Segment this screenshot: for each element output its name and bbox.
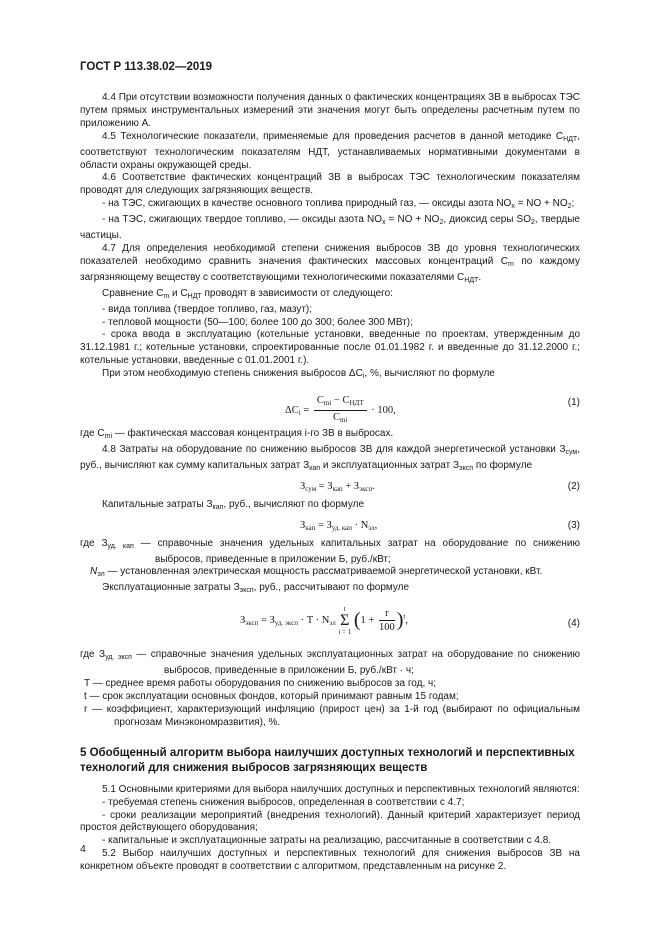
f1-lhs: ΔC <box>285 404 299 416</box>
r-def: r — коэффициент, характеризующий инфляцию (прирост цен) за 1-й год (выбирают по официальным прогнозам Минэкономразвития), %. <box>84 703 580 728</box>
f4-exp: t <box>403 612 406 621</box>
paragraph-4-6: 4.6 Соответствие фактических концентраций ЗВ в выбросах ТЭС технологическим показателям проводят для следующих загрязняющих веществ. <box>80 172 580 197</box>
f2-plus: + З <box>342 480 360 492</box>
gas-text: - на ТЭС, сжигающих в качестве основного топлива природный газ, — оксиды азота NO <box>102 198 512 210</box>
p47-b: по каждому загрязняющему веществу с соответствующими технологическими показателями C <box>80 255 580 283</box>
solid-item <box>80 214 580 243</box>
eq-number-4: (4) <box>567 618 580 630</box>
formula-4 <box>80 601 580 649</box>
cap-pre: Капитальные затраты З <box>102 498 213 510</box>
f4-fraction <box>379 607 395 634</box>
f3-sub-udkap: уд. кап <box>331 523 352 532</box>
f4-sub-el: эл <box>329 619 336 628</box>
so-text: , диоксид серы SO <box>443 214 531 226</box>
no-tail-2: = NO + NO <box>385 214 440 226</box>
p45-pre: 4.5 Технологические показатели, применяемые для проведения расчетов в данной методике C <box>102 130 564 142</box>
fuel-item: - вида топлива (твердое топливо, газ, мазут); <box>102 303 313 315</box>
paragraph-5-2: 5.2 Выбор наилучших доступных и перспективных технологий для снижения выбросов ЗВ на конкретном объекте проводят в соответствии с алгоритмом, представленным на рисунке 2. <box>80 848 580 873</box>
formula-2 <box>80 479 580 499</box>
p48-sub-kap: кап <box>309 464 321 472</box>
f1-numerator <box>314 394 367 411</box>
f4-100: 100 <box>378 622 395 634</box>
f4-sum <box>338 605 351 636</box>
paragraph-4-5: 4.5 Технологические показатели, применяемые для проведения расчетов в данной методике $C_{НДТ}$, соответствуют технологическим показателям НДТ, устанавливаемых нормативными документами в области охраны окружающей среды. <box>80 130 580 171</box>
sub-i: i <box>362 373 365 381</box>
f4-sum-bottom: i = 1 <box>338 628 352 637</box>
power-item: - тепловой мощности (50—100; более 100 до 300; более 300 МВт); <box>102 316 413 328</box>
f1-sub-ndt: НДТ <box>349 399 364 408</box>
degree-line <box>80 368 580 384</box>
f2-sub-kap: кап <box>332 484 343 493</box>
nel-sub: эл <box>97 571 105 579</box>
f4-lparen: ( <box>353 609 361 632</box>
w3-sub-udkap: уд. кап <box>107 542 134 550</box>
f1-fraction <box>314 394 367 427</box>
f2-a: З <box>300 480 306 492</box>
sub-ndt3: НДТ <box>187 292 202 300</box>
f3-sub-el: эл <box>368 523 375 532</box>
page-number: 4 <box>80 843 86 855</box>
formula-2-expr <box>300 481 375 496</box>
w4-a: где З <box>80 649 106 661</box>
p51-item-b: - сроки реализации мероприятий (внедрения технологий). Данный критерий характеризует период простоя действующего оборудования; <box>80 809 580 834</box>
T-def: T — среднее время работы оборудования по снижению выбросов за год, ч; <box>84 678 437 690</box>
where-3 <box>80 538 580 567</box>
f2-end: . <box>372 480 375 492</box>
f1-denominator <box>314 411 367 427</box>
document-body <box>80 92 580 874</box>
paragraph-4-4: 4.4 При отсутствии возможности получения данных о фактических концентрациях ЗВ в выбросах ТЭС путем прямых инструментальных измерений эти значения могут быть определены расчетным путем по приложению А. <box>80 92 580 129</box>
degree-end: , %, вычисляют по формуле <box>364 368 495 380</box>
sub-ndt: НДТ <box>563 135 578 143</box>
nel-def <box>80 566 580 582</box>
eq-number-3: (3) <box>567 519 580 531</box>
sub-2b: 2 <box>439 219 444 227</box>
sub-m2: m <box>163 292 170 300</box>
eq-number-1: (1) <box>567 397 580 409</box>
f4-r: r <box>379 607 395 621</box>
f4-sub-udeksp: уд. эксп <box>274 619 299 628</box>
paragraph-4-8 <box>80 444 580 476</box>
p48-sub-eksp: эксп <box>459 464 474 472</box>
p47-a: 4.7 Для определения необходимой степени снижения выбросов ЗВ до уровня технологических показателей необходимо сравнить значения фактических массовых концентраций C <box>80 242 580 267</box>
exp-end: , руб., рассчитывают по формуле <box>253 582 410 594</box>
paragraph-5-1: 5.1 Основными критериями для выбора наилучших доступных и перспективных технологий являются: <box>102 783 580 795</box>
w3-b: — справочные значения удельных капитальных затрат на оборудование по снижению выбросов, приведенные в приложении Б, руб./кВт; <box>133 537 580 565</box>
sub-m: m <box>508 260 514 268</box>
f2-mid: = З <box>316 480 333 492</box>
exploitation-line <box>80 582 580 598</box>
document-header: ГОСТ Р 113.38.02—2019 <box>80 61 213 73</box>
p45-text: соответствуют технологическим показателям НДТ, устанавливаемых нормативными документами в области охраны окружающей среды. <box>80 146 580 171</box>
eq-number-2: (2) <box>567 480 580 492</box>
f2-sub-eksp: эксп <box>359 484 373 493</box>
sub-2c: 2 <box>530 219 535 227</box>
gas-item: - на ТЭС, сжигающих в качестве основного топлива природный газ, — оксиды азота $NO_x$ = NO + $NO_2$; <box>102 198 575 211</box>
f4-end: , <box>405 615 408 627</box>
nel-text: — установленная электрическая мощность рассматриваемой энергетической установки, кВт. <box>104 566 543 578</box>
formula-3-expr <box>300 520 377 535</box>
f4-sub-eksp: эксп <box>245 619 259 628</box>
w4-sub-udeksp: уд. эксп <box>105 654 132 662</box>
f4-rparen: ) <box>396 609 404 632</box>
formula-1-expr <box>285 394 396 427</box>
f4-sigma: Σ <box>340 612 350 630</box>
f1-d: C <box>333 412 341 424</box>
p51-item-a: - требуемая степень снижения выбросов, определенная в соответствии с 4.7; <box>102 796 465 808</box>
f4-a: З <box>240 615 246 627</box>
p48-b: , руб., вычисляют как сумму капитальных затрат З <box>80 443 580 471</box>
f3-sub-kap: кап <box>305 523 316 532</box>
f1-sub-mi: mi <box>323 399 332 408</box>
f1-na: C <box>316 395 324 407</box>
f1-sub-mi2: mi <box>340 416 348 425</box>
w1-sub-mi: mi <box>104 433 112 441</box>
compare-line <box>80 288 580 304</box>
f3-mid: = З <box>315 519 332 531</box>
where1-end: — фактическая массовая концентрация i-го ЗВ в выбросах. <box>112 428 394 440</box>
no-tail: = NO + NO <box>514 198 568 210</box>
f3-end: , <box>374 519 378 531</box>
degree-pre: При этом необходимую степень снижения выбросов ΔC <box>102 368 363 380</box>
f3-tail: · N <box>351 519 369 531</box>
where-1 <box>80 428 580 444</box>
exp-pre: Эксплуатационные затраты З <box>102 582 240 594</box>
paragraph-4-7: 4.7 Для определения необходимой степени снижения выбросов ЗВ до уровня технологических показателей необходимо сравнить значения фактических массовых концентраций $C_m$ по каждому загрязняющему веществу с соответствующими технологическими показателями $C_{НДТ}$. <box>80 242 580 284</box>
f1-eq: = <box>300 404 312 416</box>
f4-mid: = З <box>258 615 275 627</box>
compare-pre: Сравнение C <box>102 287 164 299</box>
f4-one: 1 + <box>360 615 377 627</box>
section-5-heading: 5 Обобщенный алгоритм выбора наилучших доступных технологий и перспективных технологий для снижения выбросов загрязняющих веществ <box>80 746 575 774</box>
p48-d: по формуле <box>473 459 533 471</box>
sub-ndt2: НДТ <box>464 276 479 284</box>
p48-c: и эксплуатационных затрат З <box>320 459 460 471</box>
f4-tail: · T · N <box>298 615 330 627</box>
compare-end: проводят в зависимости от следующего: <box>201 287 393 299</box>
capital-line <box>80 499 580 515</box>
formula-1 <box>80 388 580 428</box>
cap-end: , руб., вычисляют по формуле <box>223 498 365 510</box>
compare-mid: и C <box>169 287 188 299</box>
w3-a: где З <box>80 537 108 549</box>
f1-nb: − C <box>331 395 350 407</box>
sub-x2: x <box>381 219 386 227</box>
f1-tail: · 100, <box>368 404 396 416</box>
p48-a: 4.8 Затраты на оборудование по снижению выбросов ЗВ для каждой энергетической установки З <box>102 443 566 455</box>
commission-item: - срока ввода в эксплуатацию (котельные установки, введенные по проектам, утвержденным до 31.12.1981 г.; котельные установки, спроектированные после 01.01.1982 г. и введенные до 31.12.2000 г.; котельные установки, введенные с 01.01.2001 г.). <box>80 329 580 367</box>
f3-a: З <box>300 519 306 531</box>
solid-end: , твердые частицы. <box>80 214 580 242</box>
formula-3 <box>80 518 580 538</box>
f4-sum-top: t <box>343 605 346 614</box>
where1-pre: где C <box>80 428 105 440</box>
t-def: t — срок эксплуатации основных фондов, который принимают равным 15 годам; <box>84 691 459 702</box>
sub-2: 2 <box>567 203 572 211</box>
p51-item-c: - капитальные и эксплуатационные затраты на реализацию, рассчитанные в соответствии с 4.8. <box>102 835 552 847</box>
f1-sub-i: i <box>298 408 301 417</box>
solid-text: - на ТЭС, сжигающих твердое топливо, — оксиды азота NO <box>102 214 382 226</box>
formula-4-expr <box>240 605 408 636</box>
f2-sub-sum: сум <box>305 484 317 493</box>
w4-b: — справочные значения удельных эксплуатационных затрат на оборудование по снижению выбросов, приведенные в приложении Б, руб./кВт · ч; <box>131 649 580 677</box>
exp-sub-eksp: эксп <box>239 587 254 595</box>
sub-x: x <box>511 203 515 211</box>
nel-sym: N <box>90 566 98 578</box>
where-4 <box>80 649 580 678</box>
p48-sub-sum: сум <box>565 448 578 456</box>
cap-sub-kap: кап <box>212 503 224 511</box>
